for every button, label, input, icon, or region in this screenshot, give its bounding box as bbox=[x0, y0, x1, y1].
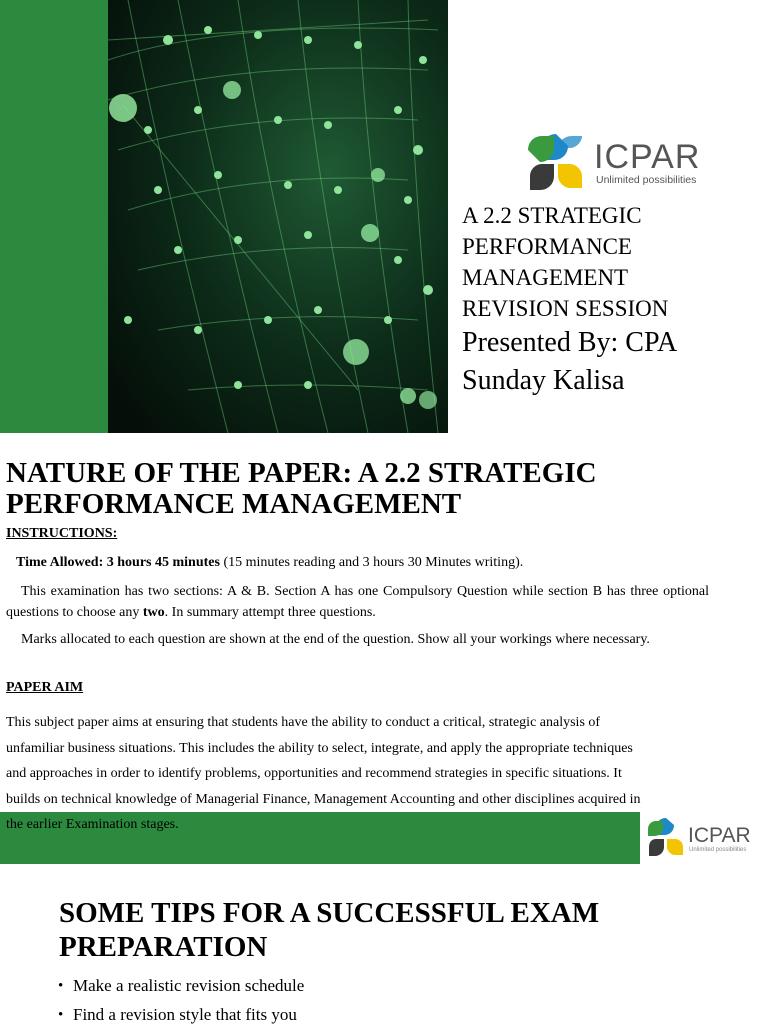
green-side-bar bbox=[0, 0, 108, 433]
icpar-quatrefoil-logo-icon bbox=[528, 134, 582, 190]
aim-line: the earlier Examination stages. bbox=[6, 817, 179, 832]
footer-logo-name: ICPAR bbox=[688, 824, 751, 847]
heading-line: PERFORMANCE MANAGEMENT bbox=[6, 488, 462, 520]
heading-line: SOME TIPS FOR A SUCCESSFUL EXAM bbox=[59, 897, 600, 929]
aim-line: unfamiliar business situations. This includes the ability to select, integrate, and apply the appropriate techniques bbox=[6, 740, 633, 756]
paper-aim-text bbox=[6, 710, 706, 838]
logo-tagline: Unlimited possibilities bbox=[596, 174, 697, 186]
aim-line: This subject paper aims at ensuring that students have the ability to conduct a critical, strategic analysis of bbox=[6, 715, 601, 730]
presenter-line: Sunday Kalisa bbox=[462, 365, 625, 396]
icpar-logo bbox=[526, 130, 716, 194]
nature-of-paper-slide bbox=[0, 436, 768, 866]
session-title bbox=[462, 200, 762, 324]
marks-instruction: Marks allocated to each question are shown at the end of the question. Show all your workings where necessary. bbox=[21, 632, 650, 647]
heading-line: PREPARATION bbox=[59, 931, 268, 963]
slide-heading bbox=[6, 458, 766, 520]
presenter-line: Presented By: CPA bbox=[462, 327, 678, 358]
title-line: REVISION SESSION bbox=[462, 296, 669, 321]
paper-aim-label: PAPER AIM bbox=[6, 680, 84, 695]
title-slide bbox=[0, 0, 768, 435]
presenter-name bbox=[462, 324, 762, 400]
time-allowed-detail: (15 minutes reading and 3 hours 30 Minutes writing). bbox=[219, 555, 524, 570]
tip-item: • Make a realistic revision schedule bbox=[58, 974, 304, 1003]
time-allowed-label: Time Allowed: 3 hours 45 minutes bbox=[16, 555, 220, 570]
sections-bold: two bbox=[142, 605, 165, 620]
logo-name: ICPAR bbox=[594, 138, 701, 176]
sections-text-end: . In summary attempt three questions. bbox=[164, 605, 376, 620]
time-allowed bbox=[6, 552, 709, 573]
title-line: PERFORMANCE bbox=[462, 234, 632, 259]
tips-list bbox=[58, 974, 304, 1032]
sections-instruction bbox=[6, 581, 709, 623]
tip-item: • Find a revision style that fits you bbox=[58, 1003, 304, 1032]
slide-heading bbox=[59, 896, 749, 964]
aim-line: and approaches in order to identify problems, opportunities and recommend strategies in specific situations. It bbox=[6, 766, 622, 781]
title-line: MANAGEMENT bbox=[462, 265, 629, 290]
network-mesh-graphic bbox=[108, 0, 448, 433]
instructions-label: INSTRUCTIONS: bbox=[6, 526, 118, 541]
exam-tips-slide bbox=[0, 866, 768, 1024]
sections-text: This examination has two sections: A & B. Section A has one Compulsory Question while section B has three optional questions to choose any bbox=[6, 584, 709, 620]
title-line: A 2.2 STRATEGIC bbox=[462, 203, 642, 228]
aim-line: builds on technical knowledge of Managerial Finance, Management Accounting and other disciplines acquired in bbox=[6, 791, 641, 807]
footer-logo-tagline: Unlimited possibilities bbox=[689, 847, 747, 853]
heading-line: NATURE OF THE PAPER: A 2.2 STRATEGIC bbox=[6, 457, 597, 489]
